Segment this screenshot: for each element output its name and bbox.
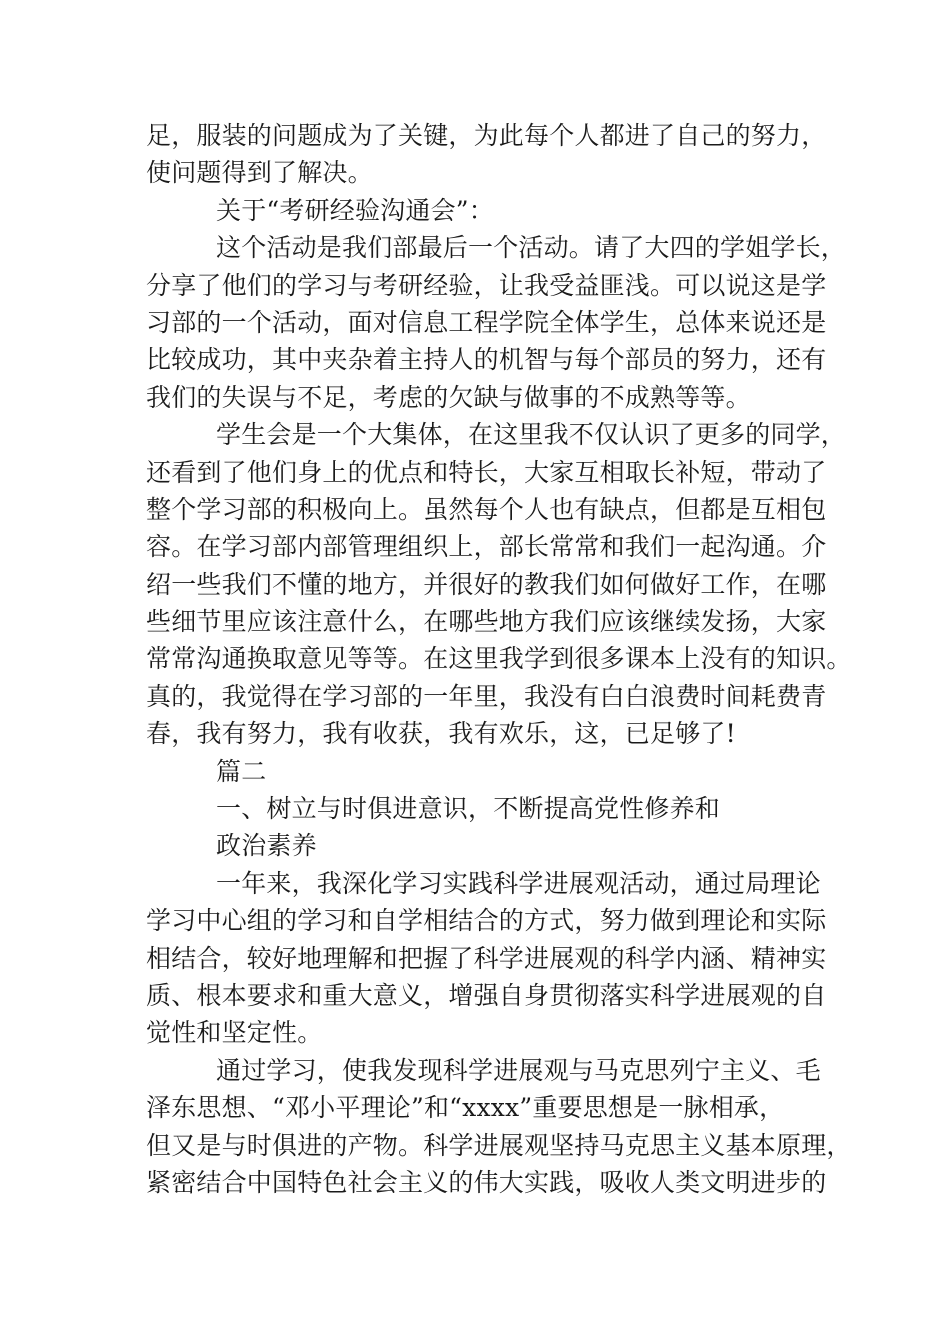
text-line: 泽东思想、“邓小平理论”和“xxxx”重要思想是一脉相承， <box>146 1093 785 1123</box>
text-line: 分享了他们的学习与考研经验，让我受益匪浅。可以说这是学 <box>146 270 827 300</box>
text-line: 相结合，较好地理解和把握了科学进展观的科学内涵、精神实 <box>146 943 827 973</box>
text-line: 但又是与时俱进的产物。科学进展观坚持马克思主义基本原理， <box>146 1130 852 1160</box>
body-text <box>146 117 852 1201</box>
text-line: 一年来，我深化学习实践科学进展观活动，通过局理论 <box>216 868 821 898</box>
text-line: 通过学习，使我发现科学进展观与马克思列宁主义、毛 <box>216 1055 821 1085</box>
text-line: 常常沟通换取意见等等。在这里我学到很多课本上没有的知识。 <box>146 644 852 674</box>
text-line: 整个学习部的积极向上。虽然每个人也有缺点，但都是互相包 <box>146 494 827 524</box>
text-line: 一、树立与时俱进意识，不断提高党性修养和 <box>216 794 721 824</box>
text-line: 比较成功，其中夹杂着主持人的机智与每个部员的努力，还有 <box>146 345 827 375</box>
text-line: 质、根本要求和重大意义，增强自身贯彻落实科学进展观的自 <box>146 980 827 1010</box>
text-line: 还看到了他们身上的优点和特长，大家互相取长补短，带动了 <box>146 457 827 487</box>
text-line: 我们的失误与不足，考虑的欠缺与做事的不成熟等等。 <box>146 382 751 412</box>
text-line: 觉性和坚定性。 <box>146 1018 323 1048</box>
text-line: 些细节里应该注意什么，在哪些地方我们应该继续发扬，大家 <box>146 607 827 637</box>
text-line: 春，我有努力，我有收获，我有欢乐，这，已足够了! <box>146 719 736 749</box>
text-line: 使问题得到了解决。 <box>146 158 373 188</box>
text-line: 容。在学习部内部管理组织上，部长常常和我们一起沟通。介 <box>146 532 827 562</box>
text-line: 关于“考研经验沟通会”： <box>216 195 494 225</box>
text-line: 政治素养 <box>216 831 317 861</box>
text-line: 篇二 <box>216 756 267 786</box>
text-line: 足，服装的问题成为了关键，为此每个人都进了自己的努力， <box>146 121 827 150</box>
text-line: 这个活动是我们部最后一个活动。请了大四的学姐学长， <box>216 233 847 263</box>
text-line: 绍一些我们不懂的地方，并很好的教我们如何做好工作，在哪 <box>146 569 827 599</box>
text-line: 真的，我觉得在学习部的一年里，我没有白白浪费时间耗费青 <box>146 681 827 711</box>
text-line: 学生会是一个大集体，在这里我不仅认识了更多的同学， <box>216 420 847 450</box>
text-line: 学习中心组的学习和自学相结合的方式，努力做到理论和实际 <box>146 906 827 936</box>
text-line: 紧密结合中国特色社会主义的伟大实践，吸收人类文明进步的 <box>146 1167 827 1197</box>
text-line: 习部的一个活动，面对信息工程学院全体学生，总体来说还是 <box>146 307 827 337</box>
